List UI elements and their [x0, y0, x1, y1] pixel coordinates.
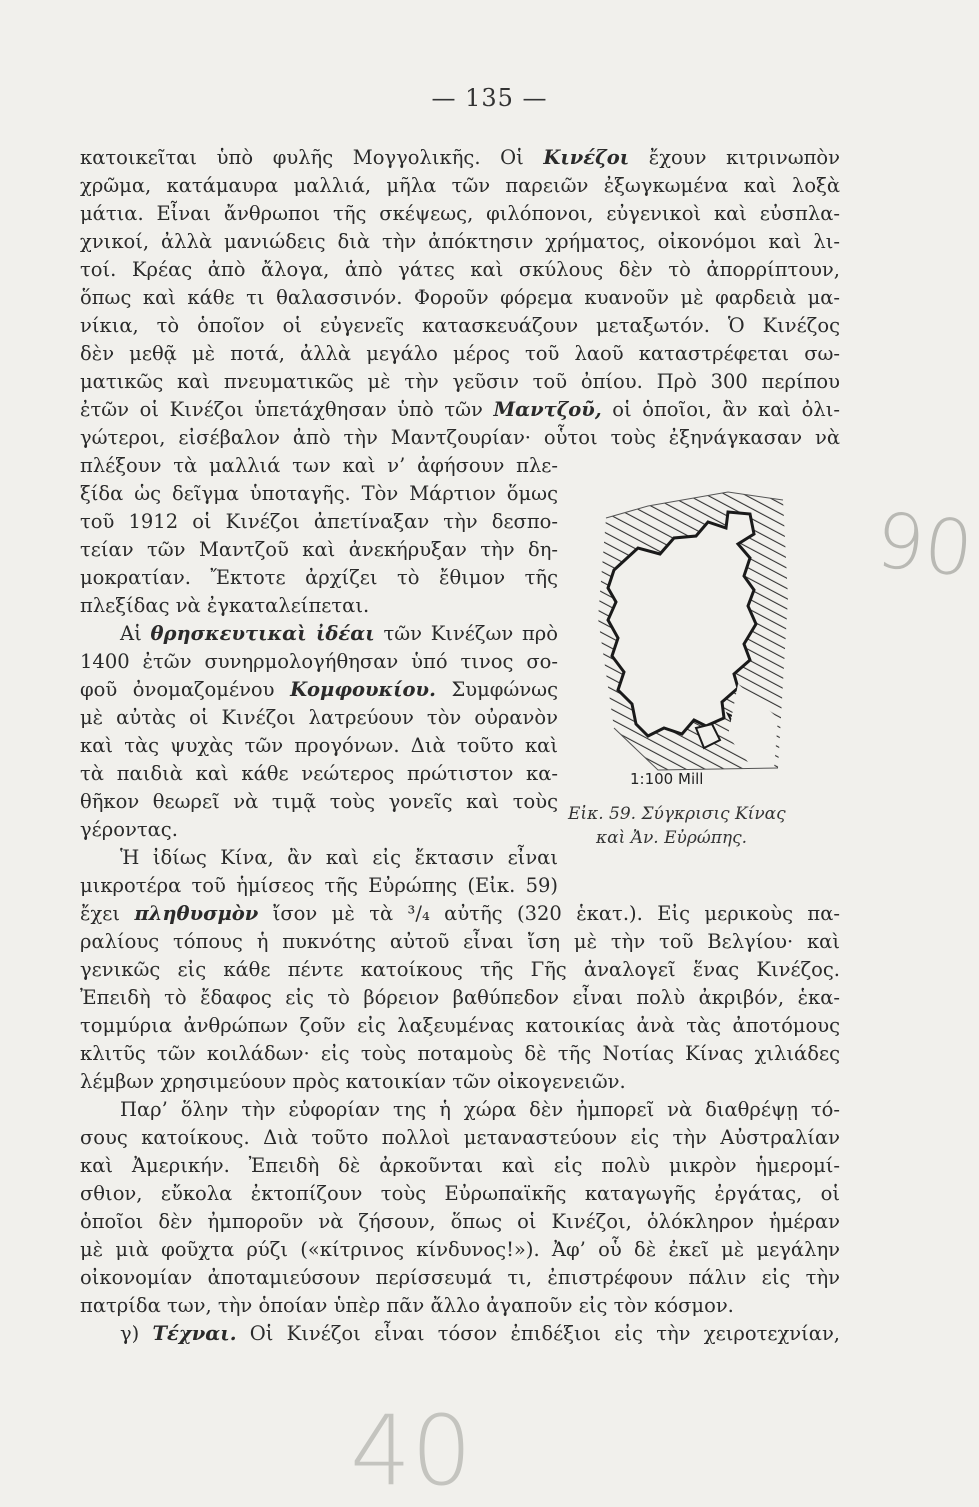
- text-run: τὰ παιδιὰ καὶ κάθε νεώτερος πρώτιστον κα-: [80, 762, 558, 785]
- text-line: [80, 256, 840, 284]
- text-line: [80, 1012, 840, 1040]
- text-line: [80, 508, 558, 536]
- text-run: Αἱ: [120, 622, 151, 645]
- text-run: νίκια, τὸ ὁποῖον οἱ εὐγενεῖς κατασκευάζουν μεταξωτόν. Ὁ Κινέζος: [80, 314, 840, 337]
- text-run: μάτια. Εἶναι ἄνθρωποι τῆς σκέψεως, φιλόπονοι, εὐγενικοὶ καὶ εὐσπλα-: [80, 202, 840, 225]
- text-run: δὲν μεθᾷ μὲ ποτά, ἀλλὰ μεγάλο μέρος τοῦ λαοῦ καταστρέφεται σω-: [80, 342, 840, 365]
- text-line: [80, 144, 840, 172]
- text-run: χρῶμα, κατάμαυρα μαλλιά, μῆλα τῶν παρειῶν ἐξωγκωμένα καὶ λοξὰ: [80, 174, 840, 197]
- text-run: γώτεροι, εἰσέβαλον ἀπὸ τὴν Μαντζουρίαν· οὗτοι τοὺς ἐξηνάγκασαν νὰ: [80, 426, 840, 449]
- text-run: πλεξίδας νὰ ἐγκαταλείπεται.: [80, 594, 370, 617]
- text-line: [80, 760, 558, 788]
- text-line: [80, 396, 840, 424]
- text-line: [80, 1264, 840, 1292]
- figure-59: [568, 478, 798, 858]
- text-run: μὲ μιὰ φοῦχτα ρύζι («κίτρινος κίνδυνος!»). Ἀφ’ οὗ δὲ ἐκεῖ μὲ μεγάλην: [80, 1238, 840, 1261]
- text-line: [80, 956, 840, 984]
- text-line: [80, 1180, 840, 1208]
- text-line: [80, 1096, 840, 1124]
- text-line: [80, 900, 840, 928]
- text-run: γέροντας.: [80, 818, 178, 841]
- text-run: γ): [120, 1322, 153, 1345]
- text-line: [80, 984, 840, 1012]
- text-line: [80, 592, 558, 620]
- text-run: 1400 ἐτῶν συνηρμολογήθησαν ὑπό τινος σο-: [80, 650, 558, 673]
- text-line: [80, 172, 840, 200]
- emphasis-term: Κινέζοι: [543, 146, 630, 169]
- text-run: κλιτῦς τῶν κοιλάδων· εἰς τοὺς ποταμοὺς δὲ τῆς Νοτίας Κίνας χιλιάδες: [80, 1042, 840, 1065]
- text-line: [80, 788, 558, 816]
- text-line: [80, 340, 840, 368]
- text-run: καὶ τὰς ψυχὰς τῶν προγόνων. Διὰ τοῦτο καὶ: [80, 734, 558, 757]
- emphasis-term: πληθυσμὸν: [134, 902, 259, 925]
- figure-caption: [568, 802, 798, 850]
- text-line: [80, 732, 558, 760]
- text-run: ὅπως καὶ κάθε τι θαλασσινόν. Φοροῦν φόρεμα κυανοῦν μὲ φαρδειὰ μα-: [80, 286, 840, 309]
- text-line: [80, 872, 558, 900]
- text-line: [80, 928, 840, 956]
- text-run: κατοικεῖται ὑπὸ φυλῆς Μογγολικῆς. Οἱ: [80, 146, 544, 169]
- text-run: γενικῶς εἰς κάθε πέντε κατοίκους τῆς Γῆς ἀναλογεῖ ἕνας Κινέζος.: [80, 958, 840, 981]
- text-run: μὲ αὐτὰς οἱ Κινέζοι λατρεύουν τὸν οὐρανὸν: [80, 706, 558, 729]
- text-line: [80, 1124, 840, 1152]
- text-run: τείαν τῶν Μαντζοῦ καὶ ἀνεκήρυξαν τὴν δη-: [80, 538, 558, 561]
- text-run: τοί. Κρέας ἀπὸ ἄλογα, ἀπὸ γάτες καὶ σκύλους δὲν τὸ ἀπορρίπτουν,: [80, 258, 840, 281]
- paragraph-beside-figure: [80, 452, 558, 900]
- emphasis-term: Τέχναι.: [152, 1322, 237, 1345]
- text-line: [80, 1152, 840, 1180]
- text-line: [80, 480, 558, 508]
- text-line: [80, 648, 558, 676]
- text-line: [80, 228, 840, 256]
- text-run: Οἱ Κινέζοι εἶναι τόσον ἐπιδέξιοι εἰς τὴν χειροτεχνίαν,: [236, 1322, 840, 1345]
- paragraph-bottom: [80, 900, 840, 1348]
- text-line: [80, 1068, 840, 1096]
- text-line: [80, 1208, 840, 1236]
- text-run: μοκρατίαν. Ἔκτοτε ἀρχίζει τὸ ἔθιμον τῆς: [80, 566, 558, 589]
- text-line: [80, 536, 558, 564]
- text-run: πλέξουν τὰ μαλλιά των καὶ ν’ ἀφήσουν πλε-: [80, 454, 558, 477]
- text-line: [80, 1040, 840, 1068]
- text-run: ἔχει: [80, 902, 135, 925]
- map-scale-label: 1:100 Mill: [630, 770, 704, 788]
- text-run: Συμφώνως: [435, 678, 558, 701]
- text-line: [80, 1236, 840, 1264]
- text-line: [80, 676, 558, 704]
- china-europe-comparison-map: [578, 478, 798, 778]
- text-run: σθιον, εὔκολα ἐκτοπίζουν τοὺς Εὐρωπαϊκῆς καταγωγῆς ἐργάτας, οἱ: [80, 1182, 840, 1205]
- paragraph-top: [80, 144, 840, 452]
- text-run: ραλίους τόπους ἡ πυκνότης αὐτοῦ εἶναι ἴση μὲ τὴν τοῦ Βελγίου· καὶ: [80, 930, 840, 953]
- text-run: Ἡ ἰδίως Κίνα, ἂν καὶ εἰς ἔκτασιν εἶναι: [120, 846, 558, 869]
- text-line: [80, 620, 558, 648]
- text-line: [80, 284, 840, 312]
- text-line: [80, 844, 558, 872]
- emphasis-term: θρησκευτικαὶ ἰδέαι: [150, 622, 375, 645]
- text-line: [80, 1320, 840, 1348]
- text-run: καὶ Ἀμερικήν. Ἐπειδὴ δὲ ἀρκοῦνται καὶ εἰς πολὺ μικρὸν ἡμερομί-: [80, 1154, 840, 1177]
- page-number: — 135 —: [431, 84, 548, 112]
- text-run: ἐτῶν οἱ Κινέζοι ὑπετάχθησαν ὑπὸ τῶν: [80, 398, 494, 421]
- text-line: [80, 564, 558, 592]
- text-run: τομμύρια ἀνθρώπων ζοῦν εἰς λαξευμένας κατοικίας ἀνὰ τὰς ἀποτόμους: [80, 1014, 840, 1037]
- margin-pencil-note: 90: [871, 495, 978, 594]
- text-run: ἔχουν κιτρινωπὸν: [629, 146, 840, 169]
- text-run: τοῦ 1912 οἱ Κινέζοι ἀπετίναξαν τὴν δεσπο-: [80, 510, 558, 533]
- text-line: [80, 1292, 840, 1320]
- text-run: θῆκον θεωρεῖ νὰ τιμᾷ τοὺς γονεῖς καὶ τοὺς: [80, 790, 558, 813]
- text-line: [80, 816, 558, 844]
- emphasis-term: Κομφουκίου.: [290, 678, 436, 701]
- text-run: τῶν Κινέζων πρὸ: [374, 622, 558, 645]
- text-line: [80, 704, 558, 732]
- text-line: [80, 312, 840, 340]
- caption-line-2: καὶ Ἀν. Εὐρώπης.: [596, 828, 747, 848]
- text-run: Παρ’ ὅλην τὴν εὐφορίαν της ἡ χώρα δὲν ἠμπορεῖ νὰ διαθρέψῃ τό-: [120, 1098, 840, 1121]
- text-run: οἱ ὁποῖοι, ἂν καὶ ὀλι-: [601, 398, 840, 421]
- text-run: Ἐπειδὴ τὸ ἔδαφος εἰς τὸ βόρειον βαθύπεδον εἶναι πολὺ ἀκριβόν, ἑκα-: [80, 986, 840, 1009]
- text-run: ματικῶς καὶ πνευματικῶς μὲ τὴν γεῦσιν τοῦ ὀπίου. Πρὸ 300 περίπου: [80, 370, 840, 393]
- text-run: λέμβων χρησιμεύουν πρὸς κατοικίαν τῶν οἰκογενειῶν.: [80, 1070, 626, 1093]
- bottom-pencil-note: 40: [350, 1395, 473, 1507]
- text-run: σους κατοίκους. Διὰ τοῦτο πολλοὶ μεταναστεύουν εἰς τὴν Αὐστραλίαν: [80, 1126, 840, 1149]
- text-run: πατρίδα των, τὴν ὁποίαν ὑπὲρ πᾶν ἄλλο ἀγαποῦν εἰς τὸν κόσμον.: [80, 1294, 734, 1317]
- text-run: ὁποῖοι δὲν ἠμποροῦν νὰ ζήσουν, ὅπως οἱ Κινέζοι, ὁλόκληρον ἡμέραν: [80, 1210, 840, 1233]
- text-run: ἴσον μὲ τὰ ³/₄ αὐτῆς (320 ἑκατ.). Εἰς μερικοὺς πα-: [258, 902, 840, 925]
- caption-line-1: Εἰκ. 59. Σύγκρισις Κίνας: [568, 804, 786, 824]
- text-line: [80, 368, 840, 396]
- text-run: οἰκονομίαν ἀποταμιεύσουν περίσσευμά τι, ἐπιστρέφουν πάλιν εἰς τὴν: [80, 1266, 840, 1289]
- text-run: φοῦ ὀνομαζομένου: [80, 678, 291, 701]
- text-line: [80, 452, 558, 480]
- text-run: μικροτέρα τοῦ ἡμίσεος τῆς Εὐρώπης (Εἰκ. 59): [80, 874, 558, 897]
- text-line: [80, 200, 840, 228]
- text-run: ξίδα ὡς δεῖγμα ὑποταγῆς. Τὸν Μάρτιον ὅμως: [80, 482, 558, 505]
- emphasis-term: Μαντζοῦ,: [493, 398, 602, 421]
- text-run: χνικοί, ἀλλὰ μανιώδεις διὰ τὴν ἀπόκτησιν χρήματος, οἰκονόμοι καὶ λι-: [80, 230, 840, 253]
- text-line: [80, 424, 840, 452]
